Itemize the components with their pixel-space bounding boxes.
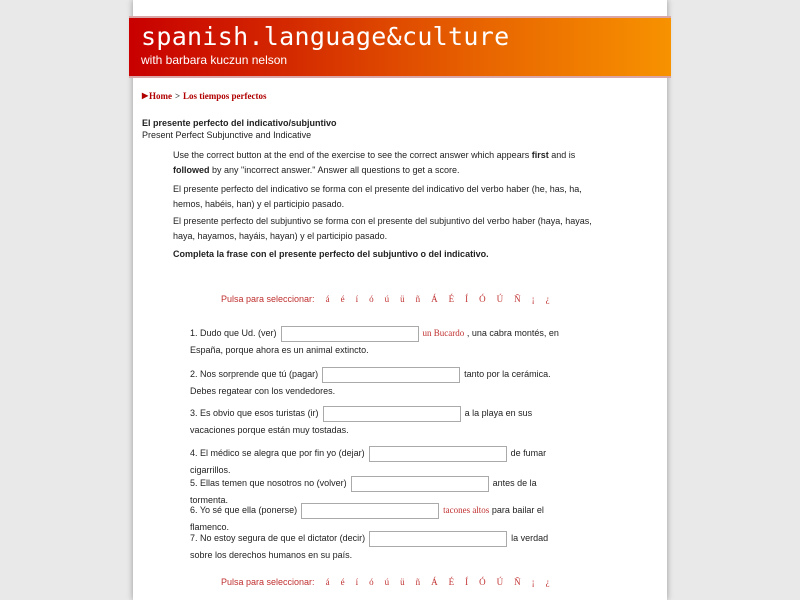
question-prompt: 3. Es obvio que esos turistas (ir) bbox=[190, 408, 319, 418]
question-rest: la verdad sobre los derechos humanos en su país. bbox=[190, 533, 549, 560]
breadcrumb-home[interactable]: Home bbox=[149, 91, 172, 101]
char-button[interactable]: Á bbox=[431, 294, 438, 304]
char-button[interactable]: Í bbox=[465, 577, 469, 587]
indicative-explanation: El presente perfecto del indicativo se forma con el presente del indicativo del verbo haber (he, has, ha, hemos, habéis, han) y el participio pasado. bbox=[173, 184, 582, 209]
char-button[interactable]: ü bbox=[400, 577, 405, 587]
char-button[interactable]: É bbox=[448, 294, 455, 304]
char-button[interactable]: á bbox=[325, 577, 330, 587]
char-button[interactable]: ñ bbox=[415, 577, 421, 587]
answer-input[interactable] bbox=[301, 503, 439, 519]
breadcrumb-separator: > bbox=[175, 91, 181, 101]
site-banner bbox=[129, 16, 671, 78]
char-button[interactable]: é bbox=[340, 577, 345, 587]
answer-input[interactable] bbox=[323, 406, 461, 422]
question-rest: de fumar cigarrillos. bbox=[190, 448, 547, 475]
char-button[interactable]: í bbox=[355, 294, 359, 304]
question-rest: , una cabra montés, en España, porque ahora es un animal extincto. bbox=[190, 328, 559, 355]
question-2 bbox=[190, 366, 570, 400]
char-button[interactable]: Ñ bbox=[514, 577, 521, 587]
site-subtitle: with barbara kuczun nelson bbox=[141, 53, 288, 67]
char-button[interactable]: ¿ bbox=[545, 577, 550, 587]
instruction: Completa la frase con el presente perfecto del subjuntivo o del indicativo. bbox=[173, 249, 489, 259]
answer-input[interactable] bbox=[281, 326, 419, 342]
question-7 bbox=[190, 530, 570, 564]
question-prompt: 2. Nos sorprende que tú (pagar) bbox=[190, 369, 319, 379]
character-selector: Pulsa para seleccionar: á é í ó ú ü ñ Á É Í Ó Ú Ñ ¡ ¿ bbox=[221, 294, 550, 304]
char-button[interactable]: Á bbox=[431, 577, 438, 587]
question-rest: para bailar el flamenco. bbox=[190, 505, 544, 532]
question-1 bbox=[190, 325, 570, 359]
subjunctive-explanation: El presente perfecto del subjuntivo se forma con el presente del subjuntivo del verbo haber (haya, hayas, haya, hayamos, hayáis, hayan) y el participio pasado. bbox=[173, 216, 592, 241]
char-button[interactable]: Ú bbox=[496, 294, 504, 304]
char-button[interactable]: ¡ bbox=[531, 294, 535, 304]
char-button[interactable]: ¿ bbox=[545, 294, 550, 304]
char-button[interactable]: Ó bbox=[479, 577, 486, 587]
question-4 bbox=[190, 445, 570, 479]
site-title: spanish.language&culture bbox=[141, 22, 510, 51]
question-rest: antes de la tormenta. bbox=[190, 478, 537, 505]
question-prompt: 5. Ellas temen que nosotros no (volver) bbox=[190, 478, 347, 488]
char-button[interactable]: Ó bbox=[479, 294, 486, 304]
char-button[interactable]: ú bbox=[384, 577, 390, 587]
question-rest: tanto por la cerámica. Debes regatear con los vendedores. bbox=[190, 369, 551, 396]
char-button[interactable]: í bbox=[355, 577, 359, 587]
char-button[interactable]: É bbox=[448, 577, 455, 587]
question-prompt: 4. El médico se alegra que por fin yo (dejar) bbox=[190, 448, 365, 458]
intro-text: Use the correct button at the end of the exercise to see the correct answer which appears first and is followed by any "incorrect answer." Answer all questions to get a score. bbox=[173, 150, 576, 175]
char-button[interactable]: Ñ bbox=[514, 294, 521, 304]
question-rest: a la playa en sus vacaciones porque están muy tostadas. bbox=[190, 408, 533, 435]
char-button[interactable]: Ú bbox=[496, 577, 504, 587]
hint-text: tacones altos bbox=[443, 505, 490, 515]
page bbox=[133, 0, 667, 600]
answer-input[interactable] bbox=[369, 531, 507, 547]
page-title: El presente perfecto del indicativo/subjuntivo bbox=[142, 118, 337, 128]
page-subtitle: Present Perfect Subjunctive and Indicative bbox=[142, 130, 312, 140]
answer-input[interactable] bbox=[351, 476, 489, 492]
question-prompt: 1. Dudo que Ud. (ver) bbox=[190, 328, 277, 338]
char-button[interactable]: é bbox=[340, 294, 345, 304]
char-button[interactable]: ü bbox=[400, 294, 405, 304]
breadcrumb-current[interactable]: Los tiempos perfectos bbox=[183, 91, 267, 101]
answer-input[interactable] bbox=[322, 367, 460, 383]
question-prompt: 7. No estoy segura de que el dictator (decir) bbox=[190, 533, 366, 543]
question-prompt: 6. Yo sé que ella (ponerse) bbox=[190, 505, 298, 515]
question-3 bbox=[190, 405, 570, 439]
character-selector-bottom: Pulsa para seleccionar: á é í ó ú ü ñ Á É Í Ó Ú Ñ ¡ ¿ bbox=[221, 577, 550, 587]
char-button[interactable]: á bbox=[325, 294, 330, 304]
answer-input[interactable] bbox=[369, 446, 507, 462]
char-button[interactable]: ó bbox=[369, 577, 374, 587]
char-button[interactable]: Í bbox=[465, 294, 469, 304]
hint-text: un Bucardo bbox=[422, 328, 465, 338]
char-button[interactable]: ú bbox=[384, 294, 390, 304]
char-button[interactable]: ¡ bbox=[531, 577, 535, 587]
arrow-right-icon: ▶ bbox=[142, 91, 149, 100]
char-button[interactable]: ó bbox=[369, 294, 374, 304]
char-button[interactable]: ñ bbox=[415, 294, 421, 304]
